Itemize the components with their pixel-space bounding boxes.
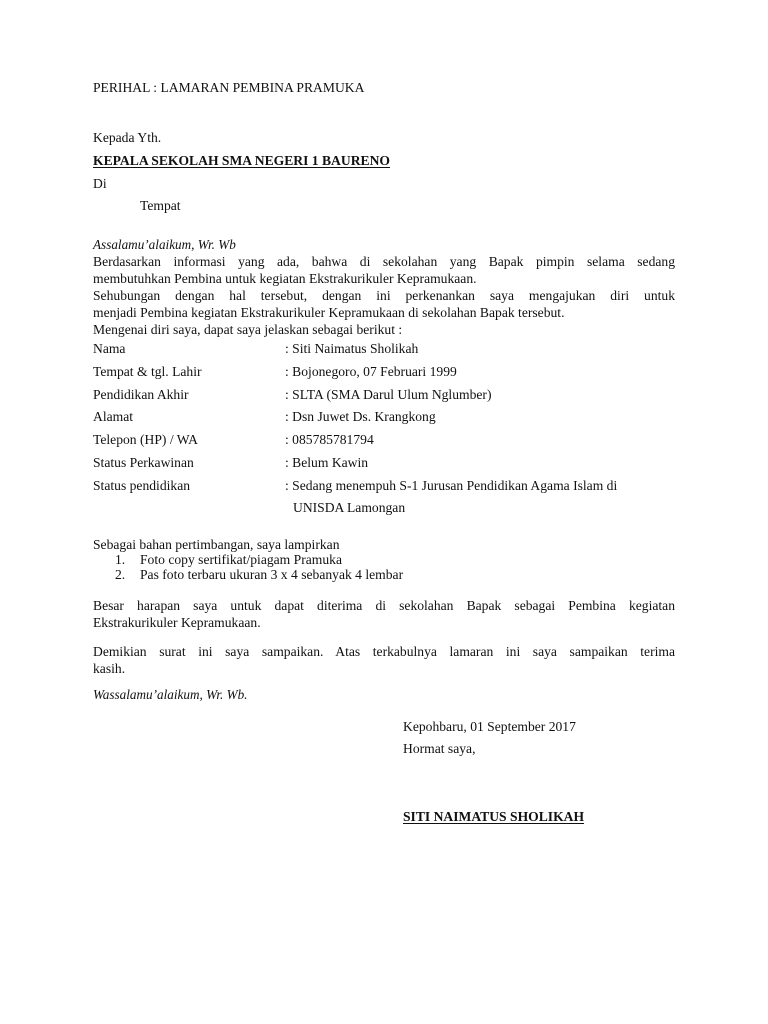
biodata-label: Pendidikan Akhir xyxy=(93,387,189,402)
subject-line: PERIHAL : LAMARAN PEMBINA PRAMUKA xyxy=(93,80,365,95)
attachments-intro: Sebagai bahan pertimbangan, saya lampirkan xyxy=(93,537,340,552)
intro-p2-line1: Sehubungan dengan hal tersebut, dengan ini perkenankan saya mengajukan diri untuk xyxy=(93,288,675,303)
biodata-label: Status pendidikan xyxy=(93,478,191,493)
attachment-text: Pas foto terbaru ukuran 3 x 4 sebanyak 4 lembar xyxy=(140,567,404,582)
recipient-di: Di xyxy=(93,176,107,191)
biodata-row-telepon xyxy=(93,431,693,451)
intro-p2-line2: menjadi Pembina kegiatan Ekstrakurikuler Kepramukaan di sekolahan Bapak tersebut. xyxy=(93,305,565,320)
biodata-row-ttl xyxy=(93,363,693,383)
biodata-label: Nama xyxy=(93,341,126,356)
hope-paragraph xyxy=(93,597,675,631)
hope-line1: Besar harapan saya untuk dapat diterima di sekolahan Bapak sebagai Pembina kegiatan xyxy=(93,598,675,613)
signer-name: SITI NAIMATUS SHOLIKAH xyxy=(403,809,585,824)
biodata-value: : Bojonegoro, 07 Februari 1999 xyxy=(285,364,457,379)
biodata-row-nama xyxy=(93,340,693,360)
biodata-row-perkawinan xyxy=(93,454,693,474)
biodata-value: : Dsn Juwet Ds. Krangkong xyxy=(285,409,436,424)
closing-line1: Demikian surat ini saya sampaikan. Atas terkabulnya lamaran ini saya sampaikan terima xyxy=(93,644,675,659)
biodata-value: : Belum Kawin xyxy=(285,455,369,470)
regards: Hormat saya, xyxy=(403,741,476,756)
recipient-place: Tempat xyxy=(140,198,181,213)
biodata-row-alamat xyxy=(93,408,693,428)
attachment-item xyxy=(115,566,403,583)
attachment-number: 1. xyxy=(115,552,126,567)
biodata-value: : 085785781794 xyxy=(285,432,374,447)
intro-p1-line1: Berdasarkan informasi yang ada, bahwa di sekolahan yang Bapak pimpin selama sedang xyxy=(93,254,675,269)
biodata-value: : Siti Naimatus Sholikah xyxy=(285,341,419,356)
intro-p1-line2: membutuhkan Pembina untuk kegiatan Ekstrakurikuler Kepramukaan. xyxy=(93,271,477,286)
intro-p3: Mengenai diri saya, dapat saya jelaskan sebagai berikut : xyxy=(93,322,403,337)
closing-salutation: Wassalamu’alaikum, Wr. Wb. xyxy=(93,687,248,702)
recipient-name: KEPALA SEKOLAH SMA NEGERI 1 BAURENO xyxy=(93,153,390,168)
biodata-row-status-pendidikan xyxy=(93,477,693,497)
biodata-value: : Sedang menempuh S-1 Jurusan Pendidikan Agama Islam di xyxy=(285,478,618,493)
biodata-value: : SLTA (SMA Darul Ulum Nglumber) xyxy=(285,387,492,402)
biodata-label: Alamat xyxy=(93,409,134,424)
biodata-label: Telepon (HP) / WA xyxy=(93,432,198,447)
biodata-row-pendidikan xyxy=(93,386,693,406)
opening-salutation: Assalamu’alaikum, Wr. Wb xyxy=(93,237,236,252)
attachment-text: Foto copy sertifikat/piagam Pramuka xyxy=(140,552,342,567)
hope-line2: Ekstrakurikuler Kepramukaan. xyxy=(93,615,261,630)
closing-paragraph xyxy=(93,643,675,677)
attachment-number: 2. xyxy=(115,567,126,582)
biodata-label: Status Perkawinan xyxy=(93,455,194,470)
closing-line2: kasih. xyxy=(93,661,126,676)
biodata-label: Tempat & tgl. Lahir xyxy=(93,364,202,379)
recipient-greeting: Kepada Yth. xyxy=(93,130,162,145)
intro-paragraph xyxy=(93,253,675,338)
biodata-value-continued: UNISDA Lamongan xyxy=(293,500,406,515)
place-date: Kepohbaru, 01 September 2017 xyxy=(403,719,576,734)
